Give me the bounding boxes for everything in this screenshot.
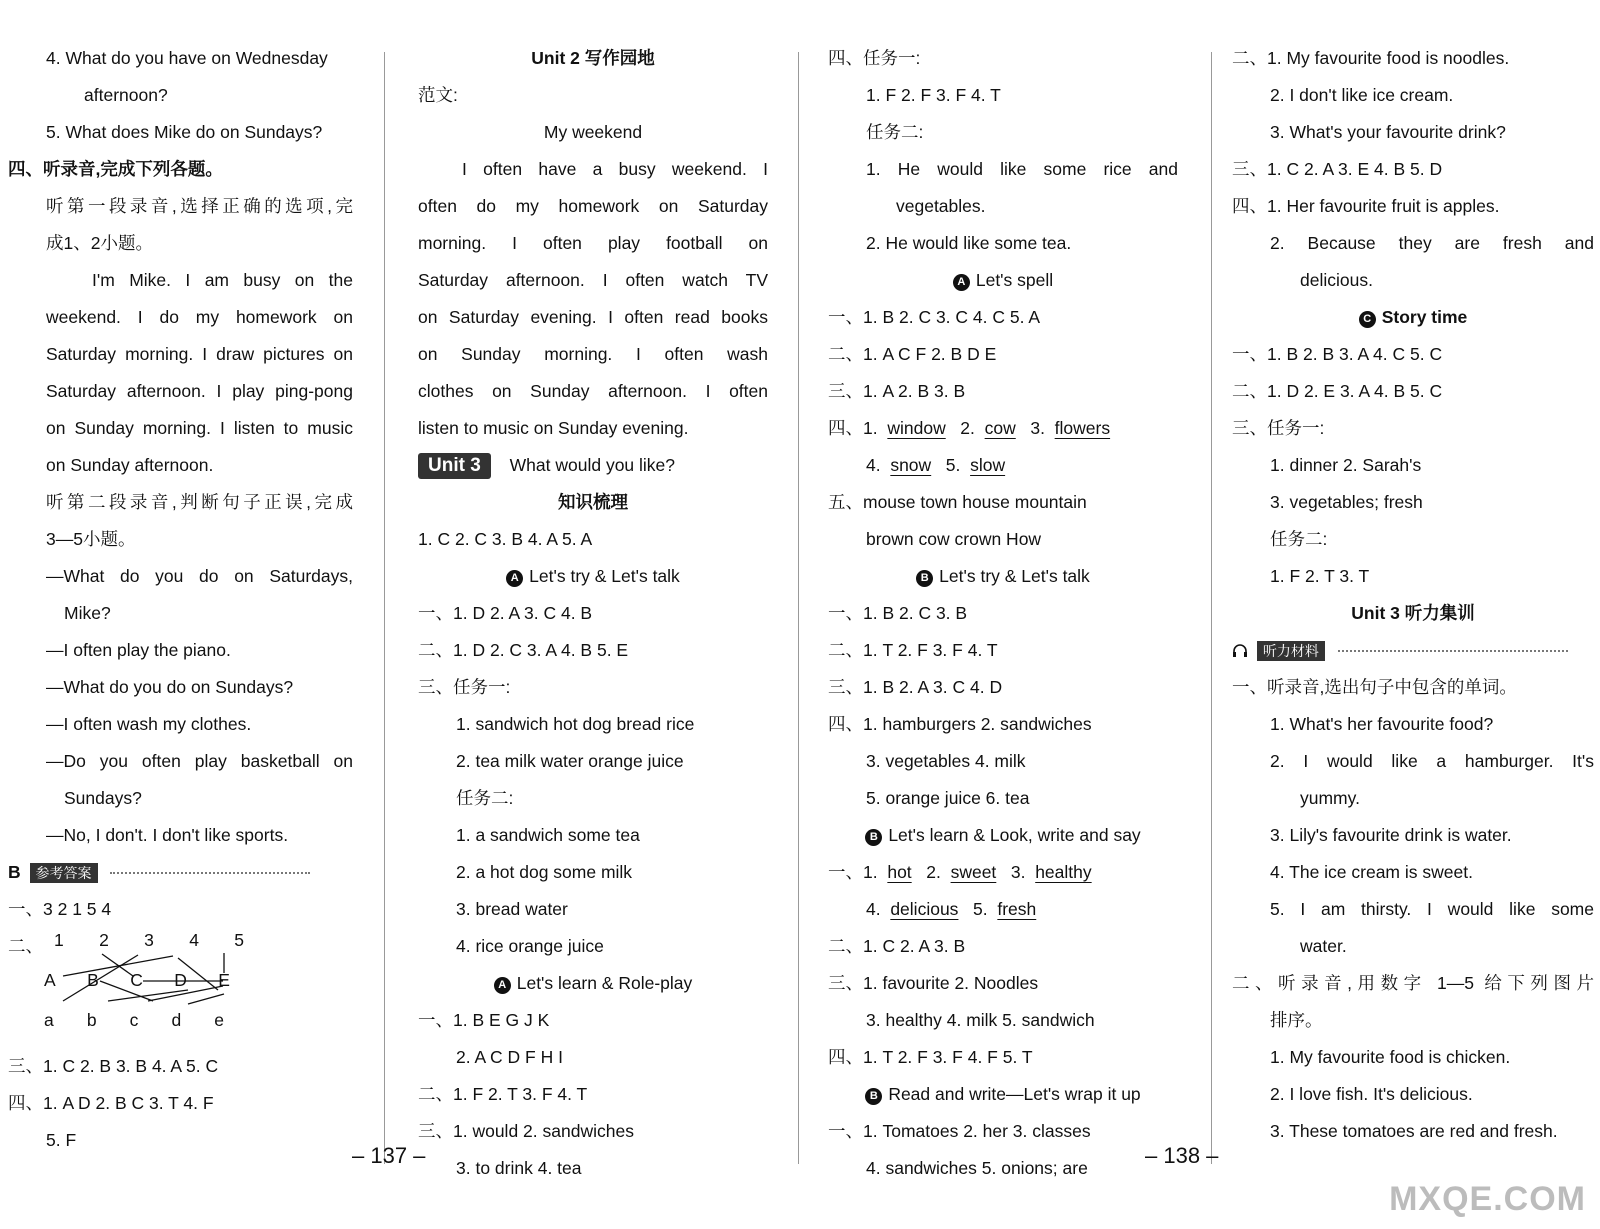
headphones-icon <box>1232 644 1248 658</box>
answer-line: 1. F 2. T 3. T <box>1270 566 1370 586</box>
text-line: 范文: <box>418 85 458 105</box>
answer-line: 4. sandwiches 5. onions; are <box>866 1158 1088 1178</box>
match-letter: C <box>130 970 143 990</box>
answer-line: 三、任务一: <box>1232 418 1325 438</box>
text-line: —I often play the piano. <box>46 640 231 660</box>
answer-line: 四、1. A D 2. B C 3. T 4. F <box>8 1093 214 1113</box>
b-icon: B <box>865 1088 882 1105</box>
a-icon: A <box>494 977 511 994</box>
section-header <box>828 1076 1178 1113</box>
text-line: yummy. <box>1300 788 1360 808</box>
match-num: 2 <box>99 930 109 950</box>
text-line: 1. My favourite food is chicken. <box>1270 1047 1511 1067</box>
answer-word: cow <box>984 418 1016 438</box>
a-icon: A <box>506 570 523 587</box>
a-icon: A <box>953 274 970 291</box>
section-header <box>828 262 1178 299</box>
essay-line: clothes on Sunday afternoon. I often <box>418 381 768 401</box>
text-line: Saturday afternoon. I play ping-pong <box>46 381 353 401</box>
match-letter: A <box>44 970 56 990</box>
answer-line: brown cow crown How <box>866 529 1042 549</box>
material-header <box>1232 632 1594 669</box>
section-header <box>418 558 768 595</box>
answer-line: 5. orange juice 6. tea <box>866 788 1030 808</box>
essay-line: morning. I often play football on <box>418 233 768 253</box>
section-label: Read and write—Let's wrap it up <box>888 1084 1141 1104</box>
answer-line: 1. dinner 2. Sarah's <box>1270 455 1422 475</box>
text-line: 2. I would like a hamburger. It's <box>1270 751 1594 771</box>
answer-line: 三、1. A 2. B 3. B <box>828 381 966 401</box>
answer-line: 2. Because they are fresh and <box>1270 233 1594 253</box>
answer-line: 一、1. D 2. A 3. C 4. B <box>418 603 593 623</box>
answer-line: 二、1. D 2. E 3. A 4. B 5. C <box>1232 381 1443 401</box>
column-4 <box>1232 40 1594 1150</box>
text-line: 5. What does Mike do on Sundays? <box>46 122 323 142</box>
text-line: Sundays? <box>64 788 142 808</box>
answer-line: 任务二: <box>866 122 924 142</box>
match-letter: d <box>171 1010 182 1030</box>
section-title: Unit 3 听力集训 <box>1351 603 1475 623</box>
match-num: 5 <box>234 930 244 950</box>
answer-line: 3. vegetables; fresh <box>1270 492 1423 512</box>
answer-line: 一、1. B E G J K <box>418 1010 550 1030</box>
answers-header <box>8 854 353 891</box>
answer-line: 二、1. C 2. A 3. B <box>828 936 966 956</box>
answer-line: 1. a sandwich some tea <box>456 825 640 845</box>
page-number-right: – 138 – <box>1145 1143 1219 1168</box>
answers-tag: 参考答案 <box>30 863 98 883</box>
c-icon: C <box>1359 311 1376 328</box>
section-heading: 四、听录音,完成下列各题。 <box>8 159 223 179</box>
answer-line: 1. C 2. C 3. B 4. A 5. A <box>418 529 593 549</box>
column-3 <box>828 40 1178 1187</box>
answer-line: 三、1. B 2. A 3. C 4. D <box>828 677 1003 697</box>
unit-header <box>418 447 768 484</box>
section-header <box>1232 299 1594 336</box>
section-label: Let's learn & Role-play <box>516 973 693 993</box>
answer-word: flowers <box>1054 418 1111 438</box>
answer-line: 三、1. favourite 2. Noodles <box>828 973 1039 993</box>
answer-word: sweet <box>950 862 997 882</box>
section-title: 知识梳理 <box>558 492 628 512</box>
answer-line: delicious. <box>1300 270 1373 290</box>
answer-line: 一、1. Tomatoes 2. her 3. classes <box>828 1121 1091 1141</box>
essay-line: I often have a busy weekend. I <box>462 159 768 179</box>
match-letter: b <box>86 1010 97 1030</box>
text-line: 排序。 <box>1270 1010 1323 1030</box>
b-icon: B <box>865 829 882 846</box>
b-icon: B <box>8 862 21 882</box>
text-line: 一、听录音,选出句子中包含的单词。 <box>1232 677 1517 697</box>
page-number-left: – 137 – <box>352 1143 426 1168</box>
answer-line: 三、任务一: <box>418 677 511 697</box>
text-line: on Sunday afternoon. <box>46 455 214 475</box>
essay-line: on Saturday evening. I often read books <box>418 307 768 327</box>
answer-line: 4. rice orange juice <box>456 936 604 956</box>
answer-line: 四、1. window 2. cow 3. flowers <box>828 418 1111 438</box>
text-line: —What do you do on Saturdays, <box>46 566 353 586</box>
answer-line: 4. delicious 5. fresh <box>866 899 1037 919</box>
text-line: 5. I am thirsty. I would like some <box>1270 899 1594 919</box>
text-line: 1. What's her favourite food? <box>1270 714 1494 734</box>
answer-line: 一、3 2 1 5 4 <box>8 899 112 919</box>
answer-line: 任务二: <box>456 788 514 808</box>
answer-line: 一、1. B 2. C 3. C 4. C 5. A <box>828 307 1041 327</box>
text-line: Mike? <box>64 603 111 623</box>
match-num: 1 <box>54 930 64 950</box>
answer-word: hot <box>887 862 912 882</box>
section-header <box>418 965 768 1002</box>
essay-line: listen to music on Sunday evening. <box>418 418 689 438</box>
column-1 <box>8 40 353 1159</box>
b-icon: B <box>916 570 933 587</box>
text-line: —No, I don't. I don't like sports. <box>46 825 289 845</box>
section-label: Story time <box>1381 307 1468 327</box>
answer-line: 1. F 2. F 3. F 4. T <box>866 85 1001 105</box>
text-line: 3. These tomatoes are red and fresh. <box>1270 1121 1558 1141</box>
answer-line: 4. snow 5. slow <box>866 455 1006 475</box>
text-line: on Sunday morning. I listen to music <box>46 418 353 438</box>
text-line: —What do you do on Sundays? <box>46 677 294 697</box>
section-label: Let's learn & Look, write and say <box>888 825 1141 845</box>
answer-line: 四、1. T 2. F 3. F 4. F 5. T <box>828 1047 1033 1067</box>
match-row-lower <box>44 1002 224 1039</box>
column-2 <box>418 40 768 1187</box>
essay-line: often do my homework on Saturday <box>418 196 768 216</box>
unit-title: What would you like? <box>509 455 676 475</box>
answer-word: healthy <box>1035 862 1092 882</box>
match-letter: e <box>214 1010 224 1030</box>
answer-line: 3. bread water <box>456 899 568 919</box>
answer-line: 2. a hot dog some milk <box>456 862 633 882</box>
answer-word: window <box>887 418 946 438</box>
answer-word: slow <box>970 455 1006 475</box>
answer-line: 三、1. C 2. B 3. B 4. A 5. C <box>8 1056 219 1076</box>
section-header <box>828 558 1178 595</box>
matching-diagram <box>8 928 353 1048</box>
text-line: 3. Lily's favourite drink is water. <box>1270 825 1512 845</box>
text-line: 4. The ice cream is sweet. <box>1270 862 1473 882</box>
answer-line: 四、任务一: <box>828 48 921 68</box>
answer-word: snow <box>890 455 932 475</box>
text-line: 成1、2小题。 <box>46 233 153 253</box>
text-line: —I often wash my clothes. <box>46 714 252 734</box>
answer-word: fresh <box>997 899 1037 919</box>
answer-line: 2. I don't like ice cream. <box>1270 85 1454 105</box>
answer-line: 3. to drink 4. tea <box>456 1158 582 1178</box>
match-num: 4 <box>189 930 199 950</box>
text-line: 听第二段录音,判断句子正误,完成 <box>46 492 353 512</box>
text-line: afternoon? <box>84 85 168 105</box>
match-letter: D <box>174 970 187 990</box>
answer-line: 2. tea milk water orange juice <box>456 751 684 771</box>
answer-label: 二、 <box>8 936 43 956</box>
answer-line: 2. A C D F H I <box>456 1047 563 1067</box>
answer-prefix: 四、1. <box>828 418 878 438</box>
match-row-numbers <box>54 922 244 959</box>
answer-line: 5. F <box>46 1130 77 1150</box>
text-line: —Do you often play basketball on <box>46 751 353 771</box>
watermark: MXQE.COM <box>1389 1180 1586 1218</box>
answer-line: 二、1. A C F 2. B D E <box>828 344 997 364</box>
match-row-upper <box>44 962 230 999</box>
answer-line: 1. He would like some rice and <box>866 159 1178 179</box>
text-line: water. <box>1300 936 1347 956</box>
dotted-rule <box>1338 650 1568 652</box>
answer-line: 任务二: <box>1270 529 1328 549</box>
text-line: Saturday morning. I draw pictures on <box>46 344 353 364</box>
dotted-rule <box>110 872 310 874</box>
essay-title: My weekend <box>543 122 643 142</box>
answer-word: delicious <box>890 899 959 919</box>
text-line: 二、听录音,用数字 1—5 给下列图片 <box>1232 973 1594 993</box>
section-header <box>828 817 1178 854</box>
answer-line: 一、1. hot 2. sweet 3. healthy <box>828 862 1092 882</box>
answer-line: 二、1. F 2. T 3. F 4. T <box>418 1084 588 1104</box>
material-tag: 听力材料 <box>1257 641 1325 661</box>
text-line: 3—5小题。 <box>46 529 136 549</box>
section-label: Let's spell <box>975 270 1054 290</box>
answer-line: 四、1. hamburgers 2. sandwiches <box>828 714 1092 734</box>
answer-line: 一、1. B 2. B 3. A 4. C 5. C <box>1232 344 1443 364</box>
text-line: 听第一段录音,选择正确的选项,完 <box>46 196 353 216</box>
answer-line: 1. sandwich hot dog bread rice <box>456 714 695 734</box>
answer-line: 2. He would like some tea. <box>866 233 1072 253</box>
match-letter: c <box>129 1010 139 1030</box>
answer-line: 一、1. B 2. C 3. B <box>828 603 968 623</box>
answer-line: 三、1. C 2. A 3. E 4. B 5. D <box>1232 159 1443 179</box>
text-line: I'm Mike. I am busy on the <box>92 270 353 290</box>
answer-line: 3. healthy 4. milk 5. sandwich <box>866 1010 1095 1030</box>
column-divider <box>384 52 385 1164</box>
essay-line: Saturday afternoon. I often watch TV <box>418 270 768 290</box>
section-label: Let's try & Let's talk <box>939 566 1090 586</box>
answer-line: 二、1. T 2. F 3. F 4. T <box>828 640 998 660</box>
section-label: Let's try & Let's talk <box>529 566 680 586</box>
section-title: Unit 2 写作园地 <box>531 48 655 68</box>
answer-line: 二、1. D 2. C 3. A 4. B 5. E <box>418 640 629 660</box>
answer-line: vegetables. <box>896 196 986 216</box>
answer-line: 二、1. My favourite food is noodles. <box>1232 48 1510 68</box>
answer-line: 四、1. Her favourite fruit is apples. <box>1232 196 1500 216</box>
match-letter: a <box>44 1010 54 1030</box>
column-divider <box>798 52 799 1164</box>
answer-line: 3. vegetables 4. milk <box>866 751 1026 771</box>
match-num: 3 <box>144 930 154 950</box>
answer-line: 3. What's your favourite drink? <box>1270 122 1506 142</box>
match-letter: B <box>87 970 99 990</box>
answer-line: 三、1. would 2. sandwiches <box>418 1121 634 1141</box>
answer-line: 五、mouse town house mountain <box>828 492 1087 512</box>
match-letter: E <box>218 970 230 990</box>
column-divider <box>1211 52 1212 1164</box>
text-line: 2. I love fish. It's delicious. <box>1270 1084 1473 1104</box>
answer-prefix: 一、1. <box>828 862 878 882</box>
unit-badge: Unit 3 <box>418 453 491 479</box>
essay-line: on Sunday morning. I often wash <box>418 344 768 364</box>
text-line: weekend. I do my homework on <box>46 307 353 327</box>
text-line: 4. What do you have on Wednesday <box>46 48 328 68</box>
